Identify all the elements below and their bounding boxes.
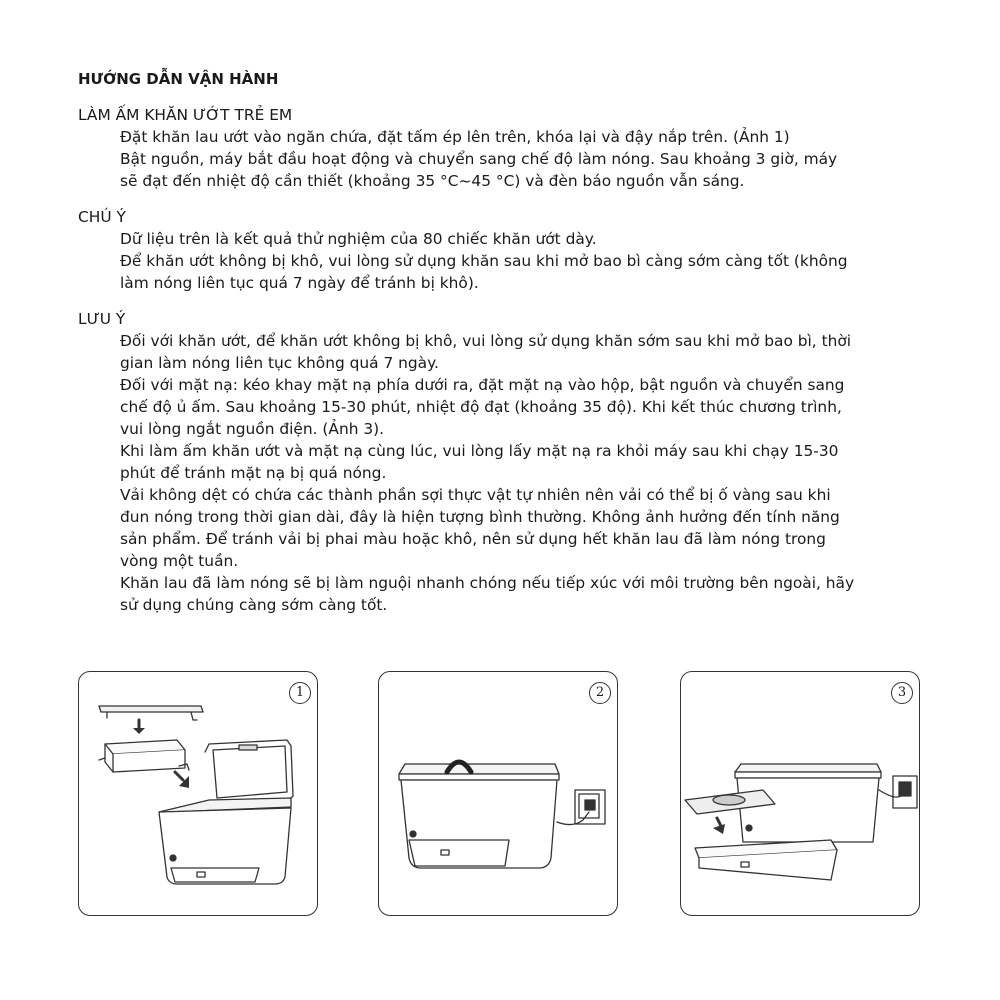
page-title: HƯỚNG DẪN VẬN HÀNH xyxy=(78,70,279,88)
warmer-plugged-illustration xyxy=(379,672,618,916)
instruction-text xyxy=(78,68,928,616)
section-heading: CHÚ Ý xyxy=(78,208,126,226)
section-attention xyxy=(78,206,928,294)
paragraph: Khăn lau đã làm nóng sẽ bị làm nguội nhanh chóng nếu tiếp xúc với môi trường bên ngoài, hãy sử dụng chúng càng sớm càng tốt. xyxy=(120,574,855,614)
figure-2-plug-in xyxy=(378,671,618,916)
paragraph: Vải không dệt có chứa các thành phần sợi thực vật tự nhiên nên vải có thể bị ố vàng sau khi đun nóng trong thời gian dài, đây là hiện tượng bình thường. Không ảnh hưởng đến tính năng sản phẩm. Để tránh vải bị phai màu hoặc khô, nên sử dụng hết khăn lau đã làm nóng trong vòng một tuần. xyxy=(120,486,840,570)
figure-3-mask-tray xyxy=(680,671,920,916)
figure-number-badge: 1 xyxy=(289,682,311,704)
paragraph: Đối với khăn ướt, để khăn ướt không bị khô, vui lòng sử dụng khăn sớm sau khi mở bao bì, thời gian làm nóng liên tục không quá 7 ngày. xyxy=(120,332,852,372)
section-heading: LƯU Ý xyxy=(78,310,126,328)
paragraph: Đặt khăn lau ướt vào ngăn chứa, đặt tấm ép lên trên, khóa lại và đậy nắp trên. (Ảnh 1) xyxy=(120,128,790,146)
section-notes xyxy=(78,308,928,616)
paragraph: Dữ liệu trên là kết quả thử nghiệm của 80 chiếc khăn ướt dày. xyxy=(120,230,597,248)
figure-1-load-wipes xyxy=(78,671,318,916)
warmer-open-lid-illustration xyxy=(79,672,318,916)
figure-number-badge: 3 xyxy=(891,682,913,704)
section-heading: LÀM ẤM KHĂN ƯỚT TRẺ EM xyxy=(78,106,293,124)
section-warming-wipes xyxy=(78,104,928,192)
paragraph: Khi làm ấm khăn ướt và mặt nạ cùng lúc, vui lòng lấy mặt nạ ra khỏi máy sau khi chạy 15-30 phút để tránh mặt nạ bị quá nóng. xyxy=(120,442,839,482)
paragraph: Bật nguồn, máy bắt đầu hoạt động và chuyển sang chế độ làm nóng. Sau khoảng 3 giờ, máy sẽ đạt đến nhiệt độ cần thiết (khoảng 35 °C~45 °C) và đèn báo nguồn vẫn sáng. xyxy=(120,150,838,190)
figure-number-badge: 2 xyxy=(589,682,611,704)
paragraph: Để khăn ướt không bị khô, vui lòng sử dụng khăn sau khi mở bao bì càng sớm càng tốt (không làm nóng liên tục quá 7 ngày để tránh bị khô). xyxy=(120,252,848,292)
warmer-mask-tray-illustration xyxy=(681,672,920,916)
paragraph: Đối với mặt nạ: kéo khay mặt nạ phía dưới ra, đặt mặt nạ vào hộp, bật nguồn và chuyển sang chế độ ủ ấm. Sau khoảng 15-30 phút, nhiệt độ đạt (khoảng 35 độ). Khi kết thúc chương trình, vui lòng ngắt nguồn điện. (Ảnh 3). xyxy=(120,376,845,438)
